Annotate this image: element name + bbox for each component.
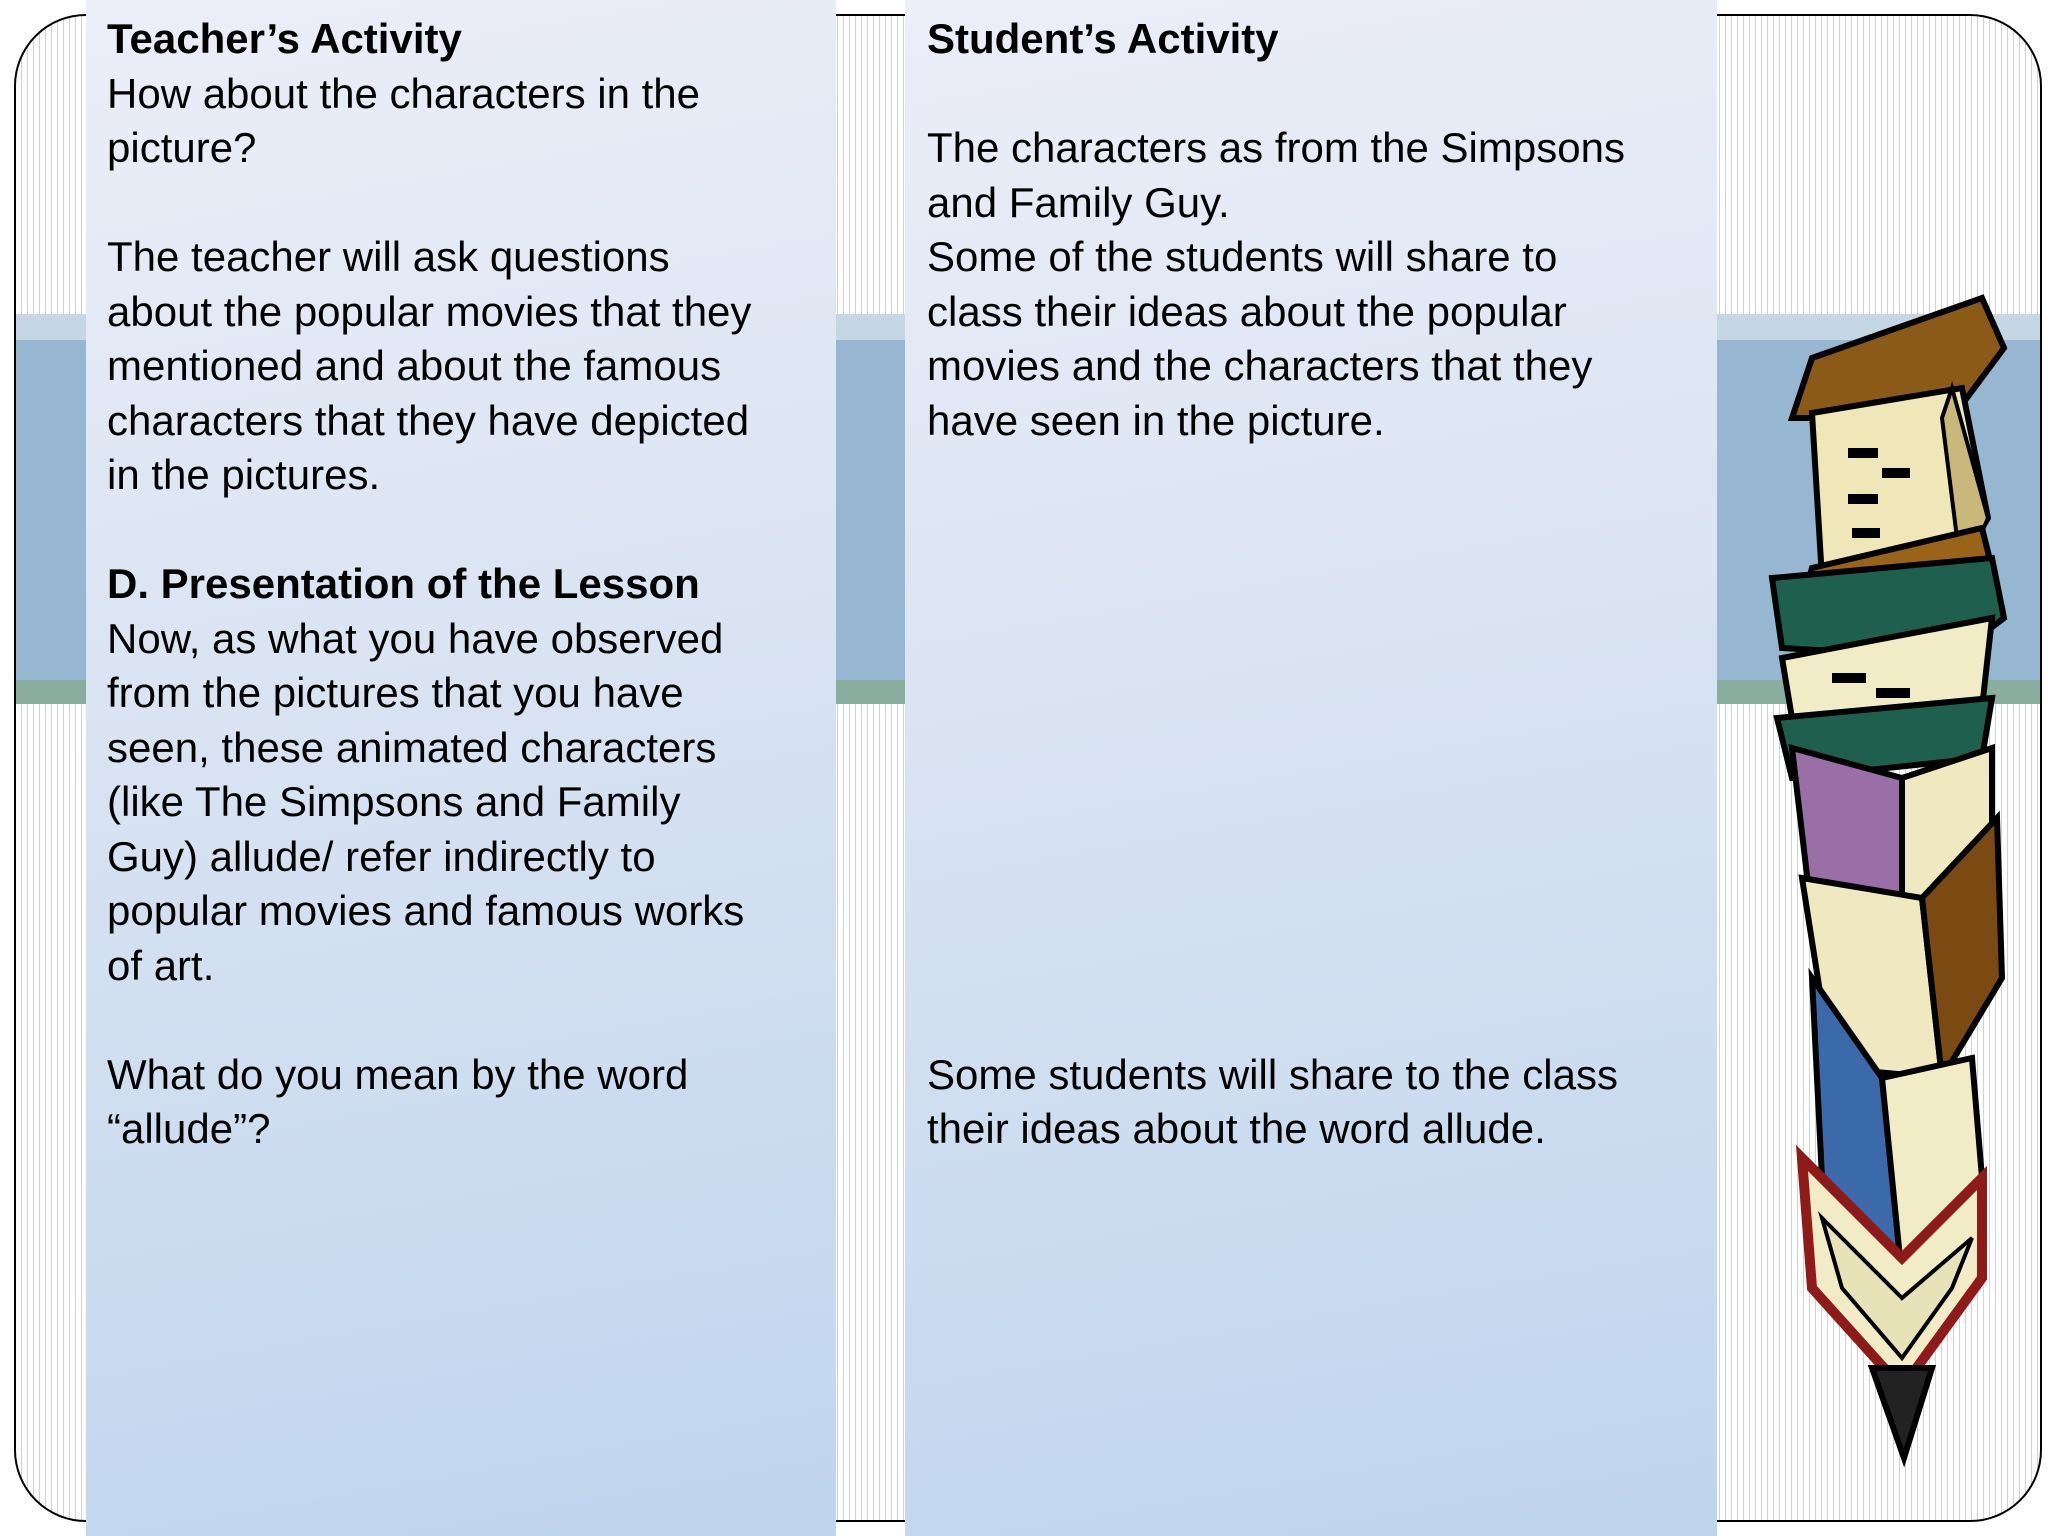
student-answer-allude: Some students will share to the class their ideas about the word allude.	[927, 1050, 1618, 1152]
spacer	[107, 993, 816, 1048]
spacer	[107, 176, 816, 231]
teacher-ask-paragraph: The teacher will ask questions about the popular movies that they mentioned and about the famous characters that they have depicted in the pictures.	[107, 233, 752, 498]
teacher-heading: Teacher’s Activity	[107, 15, 462, 62]
spacer	[107, 503, 816, 558]
spacer	[927, 448, 1697, 1048]
teacher-question-characters: How about the characters in the picture?	[107, 69, 701, 171]
teacher-question-allude: What do you mean by the word “allude”?	[107, 1050, 689, 1152]
presentation-heading: D. Presentation of the Lesson	[107, 560, 700, 607]
presentation-paragraph: Now, as what you have observed from the pictures that you have seen, these animated characters (like The Simpsons and Family Guy) allude/ refer indirectly to popular movies and famous works of art.	[107, 614, 745, 989]
student-activity-panel	[905, 0, 1717, 1536]
teacher-activity-panel	[86, 0, 836, 1536]
spacer	[927, 67, 1697, 122]
student-heading: Student’s Activity	[927, 15, 1279, 62]
pencil-icon	[1752, 278, 2012, 1478]
student-answer-characters: The characters as from the Simpsons and Family Guy. Some of the students will share to class their ideas about the popular movies and the characters that they have seen in the picture.	[927, 124, 1625, 444]
